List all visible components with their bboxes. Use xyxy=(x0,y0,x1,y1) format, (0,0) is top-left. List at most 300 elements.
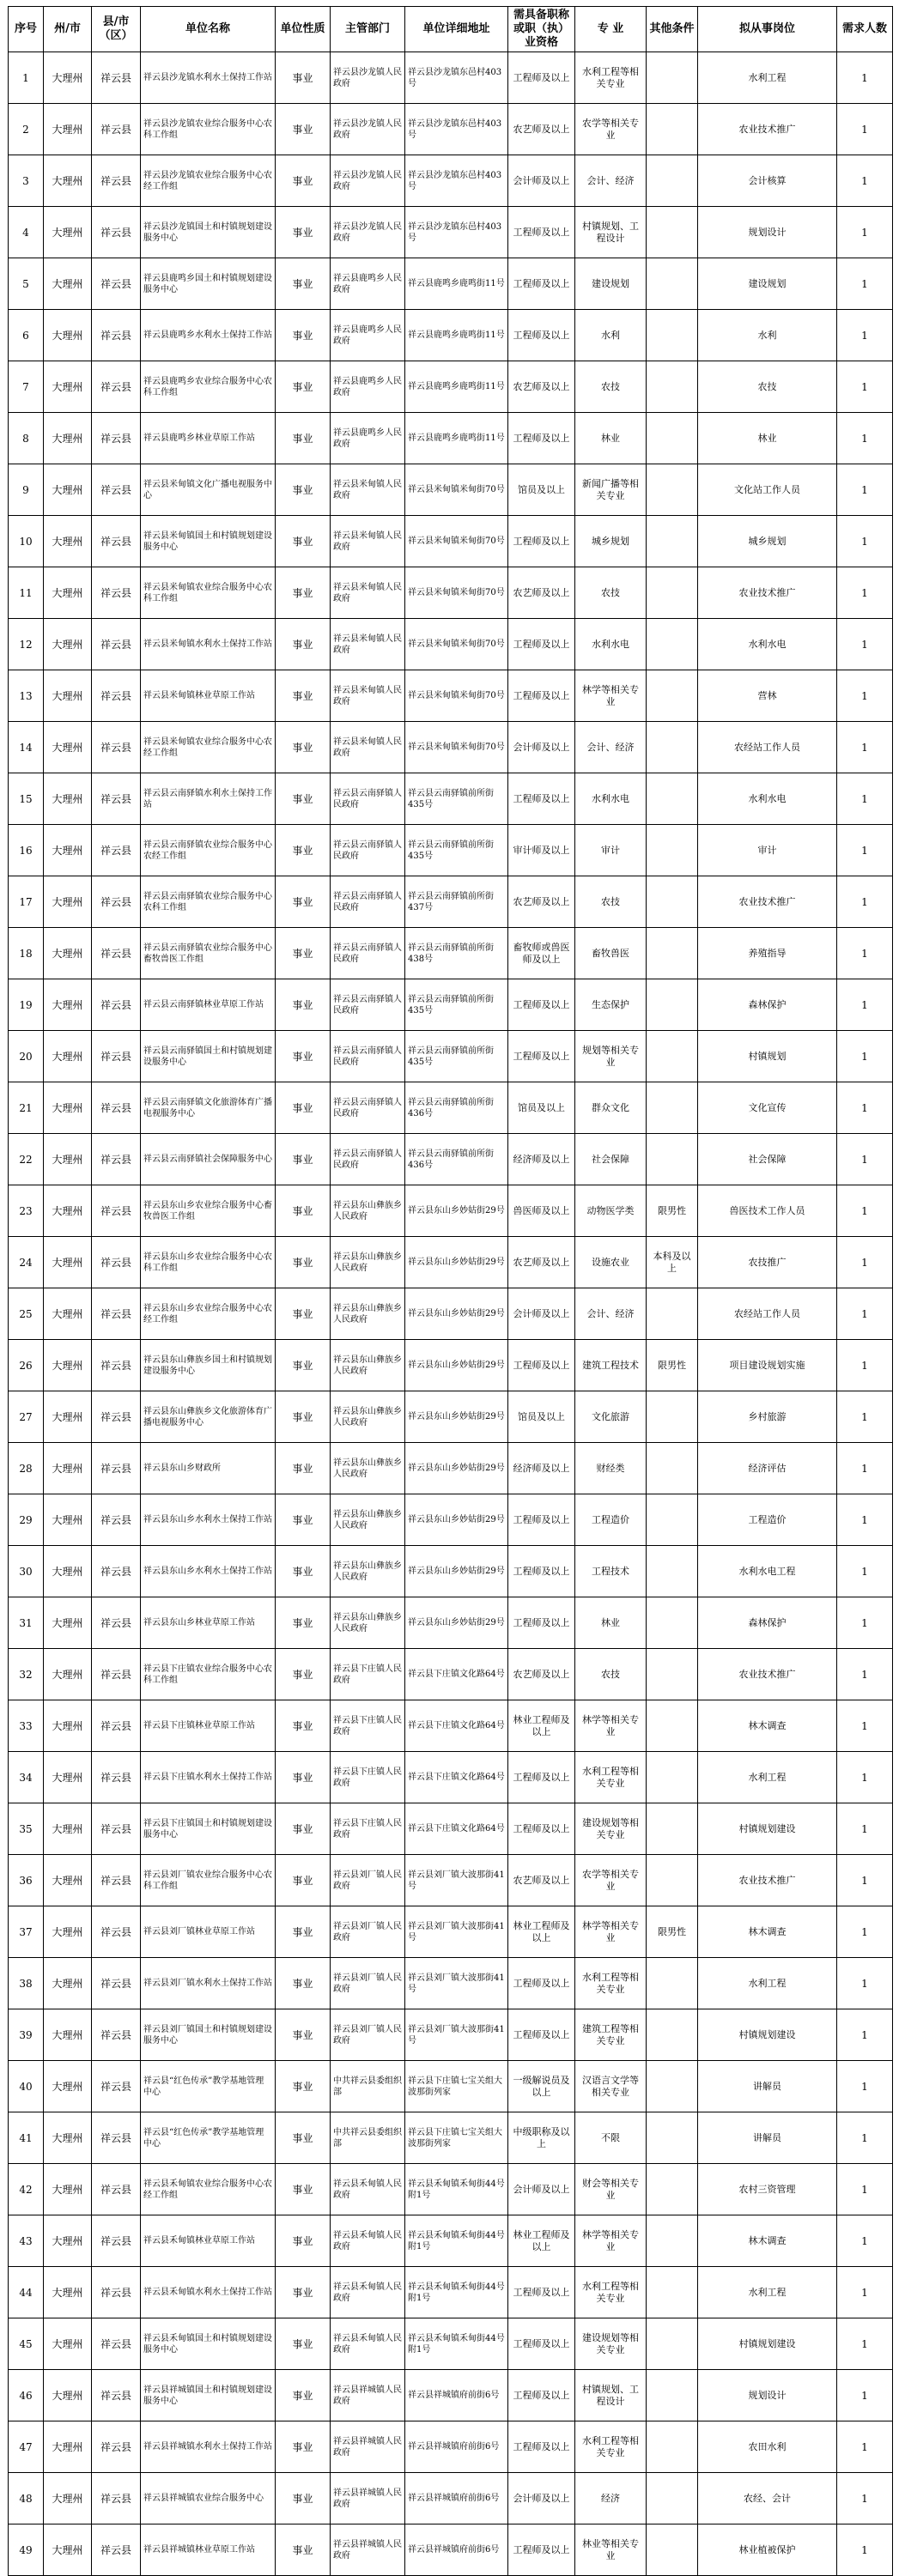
cell-department: 祥云县米甸镇人民政府 xyxy=(331,567,405,619)
cell-count: 1 xyxy=(837,825,893,876)
cell-prefecture: 大理州 xyxy=(44,104,92,155)
cell-index: 47 xyxy=(9,2421,44,2473)
cell-index: 11 xyxy=(9,567,44,619)
cell-qualification: 中级职称及以上 xyxy=(508,2112,575,2164)
cell-qualification: 会计师及以上 xyxy=(508,155,575,207)
cell-county: 祥云县 xyxy=(92,979,141,1031)
cell-index: 18 xyxy=(9,928,44,979)
cell-other-conditions xyxy=(647,1494,698,1546)
cell-address: 祥云县下庄镇文化路64号 xyxy=(405,1803,508,1855)
cell-post: 水利工程 xyxy=(698,1752,837,1803)
cell-qualification: 馆员及以上 xyxy=(508,1391,575,1443)
cell-unit-nature: 事业 xyxy=(276,670,331,722)
cell-count: 1 xyxy=(837,2473,893,2524)
cell-prefecture: 大理州 xyxy=(44,1546,92,1597)
cell-unit-nature: 事业 xyxy=(276,1597,331,1649)
cell-count: 1 xyxy=(837,773,893,825)
cell-unit-name: 祥云县云南驿镇社会保障服务中心 xyxy=(141,1134,276,1185)
cell-address: 祥云县云南驿镇前所街435号 xyxy=(405,773,508,825)
cell-post: 林木调查 xyxy=(698,2215,837,2267)
cell-county: 祥云县 xyxy=(92,1391,141,1443)
cell-department: 祥云县云南驿镇人民政府 xyxy=(331,876,405,928)
cell-major: 林业 xyxy=(575,1597,647,1649)
cell-address: 祥云县东山乡妙姑街29号 xyxy=(405,1288,508,1340)
cell-prefecture: 大理州 xyxy=(44,2009,92,2061)
cell-address: 祥云县鹿鸣乡鹿鸣街11号 xyxy=(405,413,508,464)
cell-index: 33 xyxy=(9,1700,44,1752)
cell-prefecture: 大理州 xyxy=(44,1237,92,1288)
cell-major: 财会等相关专业 xyxy=(575,2164,647,2215)
header-other-conditions: 其他条件 xyxy=(647,7,698,52)
cell-index: 16 xyxy=(9,825,44,876)
cell-other-conditions xyxy=(647,722,698,773)
cell-unit-name: 祥云县东山乡农业综合服务中心畜牧兽医工作组 xyxy=(141,1185,276,1237)
cell-post: 农村三资管理 xyxy=(698,2164,837,2215)
table-row xyxy=(9,1185,893,1237)
cell-other-conditions xyxy=(647,258,698,310)
cell-unit-nature: 事业 xyxy=(276,1340,331,1391)
cell-unit-name: 祥云县米甸镇文化广播电视服务中心 xyxy=(141,464,276,516)
cell-address: 祥云县祥城镇府前街6号 xyxy=(405,2524,508,2576)
cell-post: 村镇规划建设 xyxy=(698,2009,837,2061)
cell-qualification: 工程师及以上 xyxy=(508,773,575,825)
cell-other-conditions xyxy=(647,1391,698,1443)
cell-post: 林业植被保护 xyxy=(698,2524,837,2576)
table-row xyxy=(9,2215,893,2267)
table-row xyxy=(9,1391,893,1443)
cell-other-conditions xyxy=(647,1031,698,1082)
cell-unit-nature: 事业 xyxy=(276,773,331,825)
cell-post: 营林 xyxy=(698,670,837,722)
cell-department: 祥云县刘厂镇人民政府 xyxy=(331,2009,405,2061)
cell-post: 农技 xyxy=(698,361,837,413)
cell-major: 建筑工程等相关专业 xyxy=(575,2009,647,2061)
cell-department: 中共祥云县委组织部 xyxy=(331,2061,405,2112)
cell-count: 1 xyxy=(837,2421,893,2473)
cell-major: 建筑工程技术 xyxy=(575,1340,647,1391)
table-row xyxy=(9,1700,893,1752)
cell-prefecture: 大理州 xyxy=(44,2524,92,2576)
table-row xyxy=(9,2112,893,2164)
cell-other-conditions xyxy=(647,619,698,670)
cell-address: 祥云县东山乡妙姑街29号 xyxy=(405,1237,508,1288)
cell-department: 祥云县东山彝族乡人民政府 xyxy=(331,1237,405,1288)
cell-other-conditions xyxy=(647,2421,698,2473)
cell-other-conditions xyxy=(647,2009,698,2061)
cell-prefecture: 大理州 xyxy=(44,2421,92,2473)
cell-qualification: 工程师及以上 xyxy=(508,979,575,1031)
cell-index: 3 xyxy=(9,155,44,207)
cell-unit-nature: 事业 xyxy=(276,1546,331,1597)
cell-county: 祥云县 xyxy=(92,928,141,979)
table-row xyxy=(9,1082,893,1134)
cell-qualification: 农艺师及以上 xyxy=(508,876,575,928)
cell-index: 44 xyxy=(9,2267,44,2318)
cell-prefecture: 大理州 xyxy=(44,928,92,979)
cell-prefecture: 大理州 xyxy=(44,1597,92,1649)
cell-count: 1 xyxy=(837,1443,893,1494)
cell-unit-nature: 事业 xyxy=(276,1237,331,1288)
cell-county: 祥云县 xyxy=(92,516,141,567)
table-row xyxy=(9,1597,893,1649)
cell-other-conditions xyxy=(647,2473,698,2524)
cell-other-conditions xyxy=(647,1134,698,1185)
table-row xyxy=(9,155,893,207)
cell-unit-nature: 事业 xyxy=(276,1494,331,1546)
cell-department: 祥云县东山彝族乡人民政府 xyxy=(331,1494,405,1546)
cell-prefecture: 大理州 xyxy=(44,2112,92,2164)
cell-post: 审计 xyxy=(698,825,837,876)
cell-address: 祥云县云南驿镇前所街435号 xyxy=(405,979,508,1031)
cell-prefecture: 大理州 xyxy=(44,361,92,413)
cell-address: 祥云县祥城镇府前街6号 xyxy=(405,2370,508,2421)
cell-index: 32 xyxy=(9,1649,44,1700)
cell-prefecture: 大理州 xyxy=(44,1752,92,1803)
cell-qualification: 工程师及以上 xyxy=(508,1803,575,1855)
cell-unit-name: 祥云县下庄镇国土和村镇规划建设服务中心 xyxy=(141,1803,276,1855)
cell-department: 祥云县祥城镇人民政府 xyxy=(331,2524,405,2576)
cell-county: 祥云县 xyxy=(92,2164,141,2215)
cell-index: 40 xyxy=(9,2061,44,2112)
cell-department: 祥云县东山彝族乡人民政府 xyxy=(331,1185,405,1237)
cell-county: 祥云县 xyxy=(92,104,141,155)
cell-unit-name: 祥云县刘厂镇国土和村镇规划建设服务中心 xyxy=(141,2009,276,2061)
cell-index: 25 xyxy=(9,1288,44,1340)
cell-unit-name: 祥云县禾甸镇水利水土保持工作站 xyxy=(141,2267,276,2318)
cell-prefecture: 大理州 xyxy=(44,876,92,928)
table-row xyxy=(9,464,893,516)
cell-county: 祥云县 xyxy=(92,155,141,207)
table-body xyxy=(9,52,893,2576)
cell-department: 祥云县祥城镇人民政府 xyxy=(331,2473,405,2524)
cell-prefecture: 大理州 xyxy=(44,1340,92,1391)
cell-unit-name: 祥云县祥城镇国土和村镇规划建设服务中心 xyxy=(141,2370,276,2421)
cell-address: 祥云县东山乡妙姑街29号 xyxy=(405,1443,508,1494)
cell-unit-name: 祥云县米甸镇农业综合服务中心农经工作组 xyxy=(141,722,276,773)
cell-address: 祥云县禾甸镇禾甸街44号附1号 xyxy=(405,2318,508,2370)
cell-major: 水利工程等相关专业 xyxy=(575,52,647,104)
cell-major: 林业 xyxy=(575,413,647,464)
cell-prefecture: 大理州 xyxy=(44,773,92,825)
cell-post: 农业技术推广 xyxy=(698,1649,837,1700)
cell-major: 畜牧兽医 xyxy=(575,928,647,979)
cell-post: 讲解员 xyxy=(698,2112,837,2164)
cell-address: 祥云县米甸镇米甸街70号 xyxy=(405,722,508,773)
cell-department: 祥云县东山彝族乡人民政府 xyxy=(331,1391,405,1443)
cell-count: 1 xyxy=(837,516,893,567)
cell-qualification: 工程师及以上 xyxy=(508,1597,575,1649)
cell-unit-name: 祥云县东山乡水利水土保持工作站 xyxy=(141,1546,276,1597)
cell-post: 农经站工作人员 xyxy=(698,1288,837,1340)
cell-unit-name: 祥云县云南驿镇文化旅游体育广播电视服务中心 xyxy=(141,1082,276,1134)
cell-major: 水利工程等相关专业 xyxy=(575,2421,647,2473)
cell-post: 水利水电 xyxy=(698,619,837,670)
cell-prefecture: 大理州 xyxy=(44,2318,92,2370)
cell-count: 1 xyxy=(837,1700,893,1752)
cell-index: 37 xyxy=(9,1906,44,1958)
cell-other-conditions xyxy=(647,825,698,876)
cell-post: 村镇规划 xyxy=(698,1031,837,1082)
cell-prefecture: 大理州 xyxy=(44,413,92,464)
cell-address: 祥云县米甸镇米甸街70号 xyxy=(405,619,508,670)
cell-unit-name: 祥云县鹿鸣乡林业草原工作站 xyxy=(141,413,276,464)
cell-major: 农技 xyxy=(575,361,647,413)
cell-index: 1 xyxy=(9,52,44,104)
cell-prefecture: 大理州 xyxy=(44,722,92,773)
cell-count: 1 xyxy=(837,2061,893,2112)
cell-department: 祥云县下庄镇人民政府 xyxy=(331,1700,405,1752)
cell-prefecture: 大理州 xyxy=(44,2267,92,2318)
cell-qualification: 经济师及以上 xyxy=(508,1134,575,1185)
cell-unit-nature: 事业 xyxy=(276,1082,331,1134)
cell-other-conditions xyxy=(647,1649,698,1700)
table-row xyxy=(9,619,893,670)
cell-major: 群众文化 xyxy=(575,1082,647,1134)
table-row xyxy=(9,1649,893,1700)
cell-county: 祥云县 xyxy=(92,2267,141,2318)
cell-department: 中共祥云县委组织部 xyxy=(331,2112,405,2164)
cell-major: 村镇规划、工程设计 xyxy=(575,2370,647,2421)
cell-qualification: 工程师及以上 xyxy=(508,413,575,464)
cell-department: 祥云县下庄镇人民政府 xyxy=(331,1752,405,1803)
cell-department: 祥云县下庄镇人民政府 xyxy=(331,1649,405,1700)
cell-address: 祥云县东山乡妙姑街29号 xyxy=(405,1494,508,1546)
cell-unit-nature: 事业 xyxy=(276,361,331,413)
header-index: 序号 xyxy=(9,7,44,52)
cell-count: 1 xyxy=(837,2267,893,2318)
cell-unit-name: 祥云县云南驿镇农业综合服务中心农科工作组 xyxy=(141,876,276,928)
cell-other-conditions xyxy=(647,670,698,722)
cell-index: 39 xyxy=(9,2009,44,2061)
cell-unit-name: 祥云县禾甸镇国土和村镇规划建设服务中心 xyxy=(141,2318,276,2370)
cell-post: 农经站工作人员 xyxy=(698,722,837,773)
cell-post: 森林保护 xyxy=(698,1597,837,1649)
cell-index: 10 xyxy=(9,516,44,567)
cell-unit-name: 祥云县米甸镇林业草原工作站 xyxy=(141,670,276,722)
cell-index: 19 xyxy=(9,979,44,1031)
cell-post: 林木调查 xyxy=(698,1700,837,1752)
cell-index: 7 xyxy=(9,361,44,413)
cell-other-conditions xyxy=(647,2164,698,2215)
cell-unit-nature: 事业 xyxy=(276,1185,331,1237)
cell-major: 新闻广播等相关专业 xyxy=(575,464,647,516)
cell-department: 祥云县祥城镇人民政府 xyxy=(331,2370,405,2421)
cell-county: 祥云县 xyxy=(92,1443,141,1494)
cell-unit-name: 祥云县“红色传承”教学基地管理中心 xyxy=(141,2112,276,2164)
cell-unit-nature: 事业 xyxy=(276,310,331,361)
cell-unit-nature: 事业 xyxy=(276,928,331,979)
cell-department: 祥云县刘厂镇人民政府 xyxy=(331,1958,405,2009)
cell-qualification: 工程师及以上 xyxy=(508,1340,575,1391)
cell-address: 祥云县沙龙镇东邑村403号 xyxy=(405,207,508,258)
cell-major: 财经类 xyxy=(575,1443,647,1494)
cell-unit-nature: 事业 xyxy=(276,1958,331,2009)
cell-other-conditions xyxy=(647,361,698,413)
cell-county: 祥云县 xyxy=(92,722,141,773)
header-address: 单位详细地址 xyxy=(405,7,508,52)
cell-post: 农业技术推广 xyxy=(698,104,837,155)
cell-department: 祥云县米甸镇人民政府 xyxy=(331,670,405,722)
cell-qualification: 工程师及以上 xyxy=(508,258,575,310)
cell-unit-name: 祥云县鹿鸣乡水利水土保持工作站 xyxy=(141,310,276,361)
cell-unit-name: 祥云县鹿鸣乡农业综合服务中心农科工作组 xyxy=(141,361,276,413)
table-row xyxy=(9,207,893,258)
cell-qualification: 审计师及以上 xyxy=(508,825,575,876)
cell-unit-nature: 事业 xyxy=(276,1391,331,1443)
cell-unit-name: 祥云县祥城镇农业综合服务中心 xyxy=(141,2473,276,2524)
header-major: 专 业 xyxy=(575,7,647,52)
cell-other-conditions: 限男性 xyxy=(647,1340,698,1391)
cell-index: 14 xyxy=(9,722,44,773)
cell-major: 村镇规划、工程设计 xyxy=(575,207,647,258)
table-row xyxy=(9,1134,893,1185)
cell-index: 38 xyxy=(9,1958,44,2009)
cell-index: 8 xyxy=(9,413,44,464)
table-row xyxy=(9,979,893,1031)
cell-post: 兽医技术工作人员 xyxy=(698,1185,837,1237)
cell-major: 工程技术 xyxy=(575,1546,647,1597)
cell-address: 祥云县云南驿镇前所街435号 xyxy=(405,825,508,876)
cell-address: 祥云县云南驿镇前所街435号 xyxy=(405,1031,508,1082)
cell-department: 祥云县禾甸镇人民政府 xyxy=(331,2318,405,2370)
table-row xyxy=(9,1031,893,1082)
cell-qualification: 林业工程师及以上 xyxy=(508,1906,575,1958)
cell-unit-nature: 事业 xyxy=(276,207,331,258)
cell-count: 1 xyxy=(837,1803,893,1855)
cell-address: 祥云县东山乡妙姑街29号 xyxy=(405,1546,508,1597)
cell-major: 水利工程等相关专业 xyxy=(575,2267,647,2318)
cell-department: 祥云县禾甸镇人民政府 xyxy=(331,2164,405,2215)
cell-department: 祥云县沙龙镇人民政府 xyxy=(331,104,405,155)
cell-count: 1 xyxy=(837,1649,893,1700)
cell-major: 水利 xyxy=(575,310,647,361)
table-row xyxy=(9,1443,893,1494)
cell-prefecture: 大理州 xyxy=(44,464,92,516)
cell-county: 祥云县 xyxy=(92,1752,141,1803)
table-row xyxy=(9,104,893,155)
cell-qualification: 会计师及以上 xyxy=(508,1288,575,1340)
header-unit-nature: 单位性质 xyxy=(276,7,331,52)
cell-unit-nature: 事业 xyxy=(276,567,331,619)
cell-post: 农业技术推广 xyxy=(698,1855,837,1906)
cell-other-conditions xyxy=(647,928,698,979)
cell-unit-nature: 事业 xyxy=(276,1906,331,1958)
cell-unit-nature: 事业 xyxy=(276,1031,331,1082)
cell-address: 祥云县刘厂镇大波那街41号 xyxy=(405,1958,508,2009)
cell-address: 祥云县禾甸镇禾甸街44号附1号 xyxy=(405,2215,508,2267)
cell-post: 村镇规划建设 xyxy=(698,2318,837,2370)
table-row xyxy=(9,1906,893,1958)
cell-index: 42 xyxy=(9,2164,44,2215)
cell-county: 祥云县 xyxy=(92,2370,141,2421)
cell-count: 1 xyxy=(837,1546,893,1597)
cell-qualification: 工程师及以上 xyxy=(508,1958,575,2009)
cell-county: 祥云县 xyxy=(92,2318,141,2370)
cell-count: 1 xyxy=(837,155,893,207)
table-row xyxy=(9,516,893,567)
cell-prefecture: 大理州 xyxy=(44,1649,92,1700)
cell-address: 祥云县鹿鸣乡鹿鸣街11号 xyxy=(405,258,508,310)
cell-unit-name: 祥云县下庄镇农业综合服务中心农科工作组 xyxy=(141,1649,276,1700)
cell-address: 祥云县刘厂镇大波那街41号 xyxy=(405,1906,508,1958)
cell-major: 文化旅游 xyxy=(575,1391,647,1443)
cell-unit-name: 祥云县祥城镇水利水土保持工作站 xyxy=(141,2421,276,2473)
cell-count: 1 xyxy=(837,1340,893,1391)
cell-county: 祥云县 xyxy=(92,1700,141,1752)
cell-count: 1 xyxy=(837,1082,893,1134)
cell-index: 13 xyxy=(9,670,44,722)
cell-other-conditions xyxy=(647,2267,698,2318)
cell-county: 祥云县 xyxy=(92,1340,141,1391)
cell-major: 水利水电 xyxy=(575,773,647,825)
cell-qualification: 一级解说员及以上 xyxy=(508,2061,575,2112)
cell-post: 水利 xyxy=(698,310,837,361)
cell-address: 祥云县沙龙镇东邑村403号 xyxy=(405,104,508,155)
cell-prefecture: 大理州 xyxy=(44,207,92,258)
cell-post: 养殖指导 xyxy=(698,928,837,979)
cell-index: 6 xyxy=(9,310,44,361)
cell-major: 建设规划等相关专业 xyxy=(575,1803,647,1855)
cell-count: 1 xyxy=(837,928,893,979)
cell-unit-nature: 事业 xyxy=(276,876,331,928)
cell-major: 水利工程等相关专业 xyxy=(575,1752,647,1803)
header-qualification: 需具备职称或职（执）业资格 xyxy=(508,7,575,52)
cell-unit-name: 祥云县东山乡水利水土保持工作站 xyxy=(141,1494,276,1546)
table-row xyxy=(9,1752,893,1803)
cell-index: 27 xyxy=(9,1391,44,1443)
cell-other-conditions xyxy=(647,2318,698,2370)
cell-county: 祥云县 xyxy=(92,1649,141,1700)
cell-county: 祥云县 xyxy=(92,1597,141,1649)
cell-unit-name: 祥云县沙龙镇农业综合服务中心农科工作组 xyxy=(141,104,276,155)
cell-index: 43 xyxy=(9,2215,44,2267)
cell-address: 祥云县下庄镇七宝关组大波那街列家 xyxy=(405,2112,508,2164)
cell-count: 1 xyxy=(837,1958,893,2009)
cell-other-conditions xyxy=(647,464,698,516)
cell-other-conditions xyxy=(647,2370,698,2421)
cell-major: 生态保护 xyxy=(575,979,647,1031)
cell-unit-nature: 事业 xyxy=(276,1855,331,1906)
cell-unit-name: 祥云县云南驿镇农业综合服务中心畜牧兽医工作组 xyxy=(141,928,276,979)
cell-index: 31 xyxy=(9,1597,44,1649)
header-prefecture: 州/市 xyxy=(44,7,92,52)
cell-post: 水利工程 xyxy=(698,2267,837,2318)
cell-unit-nature: 事业 xyxy=(276,825,331,876)
table-row xyxy=(9,1237,893,1288)
cell-count: 1 xyxy=(837,310,893,361)
cell-unit-name: 祥云县米甸镇水利水土保持工作站 xyxy=(141,619,276,670)
cell-other-conditions xyxy=(647,1082,698,1134)
cell-address: 祥云县云南驿镇前所街436号 xyxy=(405,1082,508,1134)
table-row xyxy=(9,2421,893,2473)
cell-index: 4 xyxy=(9,207,44,258)
cell-unit-nature: 事业 xyxy=(276,2473,331,2524)
cell-unit-nature: 事业 xyxy=(276,1752,331,1803)
table-row xyxy=(9,1546,893,1597)
cell-unit-name: 祥云县云南驿镇国土和村镇规划建设服务中心 xyxy=(141,1031,276,1082)
cell-qualification: 工程师及以上 xyxy=(508,670,575,722)
cell-prefecture: 大理州 xyxy=(44,1494,92,1546)
cell-county: 祥云县 xyxy=(92,2215,141,2267)
cell-prefecture: 大理州 xyxy=(44,1391,92,1443)
cell-qualification: 工程师及以上 xyxy=(508,1752,575,1803)
cell-address: 祥云县祥城镇府前街6号 xyxy=(405,2473,508,2524)
table-row xyxy=(9,876,893,928)
cell-unit-nature: 事业 xyxy=(276,1288,331,1340)
cell-post: 乡村旅游 xyxy=(698,1391,837,1443)
cell-department: 祥云县东山彝族乡人民政府 xyxy=(331,1443,405,1494)
cell-qualification: 工程师及以上 xyxy=(508,310,575,361)
